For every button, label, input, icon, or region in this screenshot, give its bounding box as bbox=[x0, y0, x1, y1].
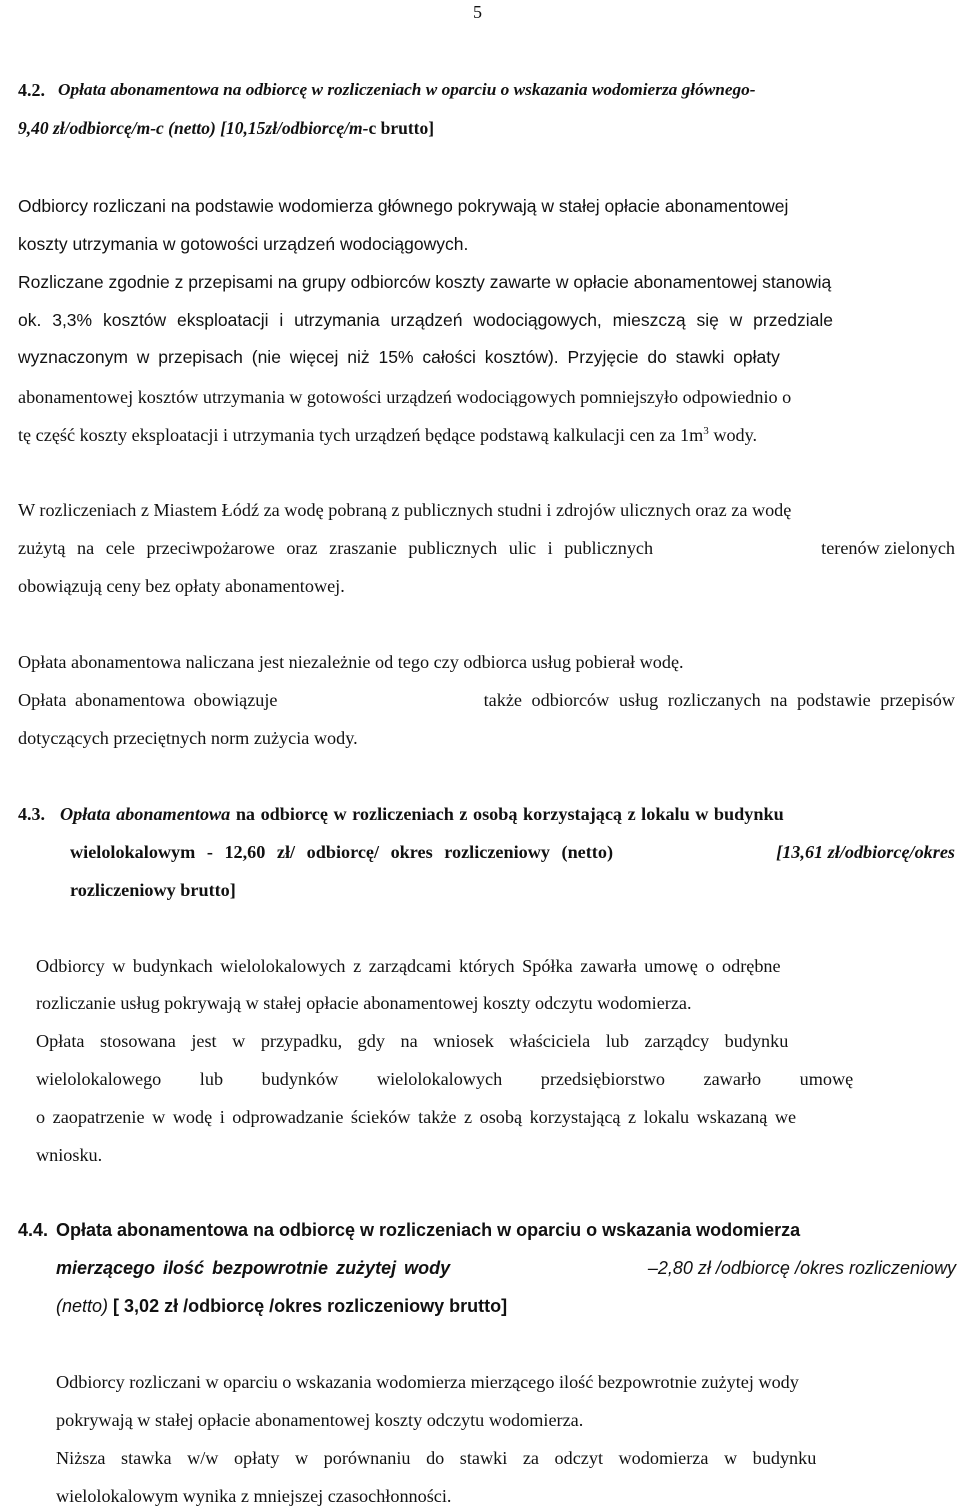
paragraph-line: Opłata stosowana jest w przypadku, gdy na wniosek właściciela lub zarządcy budynku bbox=[36, 1031, 789, 1051]
heading-text: na odbiorcę w rozliczeniach z osobą korzystającą z lokalu w budynku bbox=[235, 804, 784, 824]
heading-price-part: 9,40 zł/odbiorcę/m-c (netto) [10,15zł/odbiorcę/m- bbox=[18, 118, 369, 138]
section-heading-cont bbox=[56, 1258, 956, 1279]
paragraph-line: Niższa stawka w/w opłaty w porównaniu do stawki za odczyt wodomierza w budynku bbox=[56, 1448, 817, 1468]
paragraph-line: Opłata abonamentowa naliczana jest niezależnie od tego czy odbiorca usług pobierał wodę. bbox=[18, 652, 684, 672]
paragraph-line: ok. 3,3% kosztów eksploatacji i utrzymania urządzeń wodociągowych, mieszczą się w przedziale bbox=[18, 310, 833, 330]
paragraph-line: dotyczących przeciętnych norm zużycia wody. bbox=[18, 728, 358, 748]
text: Odbiorcy rozliczani na podstawie wodomierza głównego pokrywają w stałej opłacie abonamentowej bbox=[18, 196, 789, 216]
heading-price: wielolokalowym - 12,60 zł/ odbiorcę/ okres rozliczeniowy (netto) bbox=[70, 842, 614, 862]
text: Opłata abonamentowa obowiązuje bbox=[18, 690, 278, 710]
heading-price: –2,80 zł /odbiorcę /okres rozliczeniowy bbox=[647, 1258, 956, 1278]
paragraph-line: abonamentowej kosztów utrzymania w gotowości urządzeń wodociągowych pomniejszyło odpowiednio o bbox=[18, 387, 792, 407]
paragraph-line: obowiązują ceny bez opłaty abonamentowej. bbox=[18, 576, 345, 596]
heading-text: mierzącego ilość bezpowrotnie zużytej wody bbox=[56, 1258, 451, 1278]
heading-price-gross: [ 3,02 zł /odbiorcę /okres rozliczeniowy brutto] bbox=[113, 1296, 508, 1316]
text: wody. bbox=[713, 425, 758, 445]
text: tę część koszty eksploatacji i utrzymania tych urządzeń będące podstawą kalkulacji cen za 1m bbox=[18, 425, 704, 445]
section-number: 4.2. bbox=[18, 80, 45, 100]
section-number: 4.4. bbox=[18, 1220, 49, 1240]
paragraph-line: wniosku. bbox=[36, 1145, 103, 1165]
text: terenów zielonych bbox=[821, 538, 955, 558]
paragraph-line bbox=[18, 196, 955, 217]
heading-net: (netto) bbox=[56, 1296, 109, 1316]
paragraph-line: W rozliczeniach z Miastem Łódź za wodę pobraną z publicznych studni i zdrojów ulicznych oraz za wodę bbox=[18, 500, 792, 520]
paragraph-line: koszty utrzymania w gotowości urządzeń wodociągowych. bbox=[18, 234, 469, 254]
heading-price-gross: [13,61 zł/odbiorcę/okres bbox=[776, 842, 955, 862]
section-heading: Opłata abonamentowa na odbiorcę w rozliczeniach w oparciu o wskazania wodomierza bbox=[56, 1220, 801, 1240]
paragraph-line: Rozliczane zgodnie z przepisami na grupy odbiorców koszty zawarte w opłacie abonamentowej stanowią bbox=[18, 272, 832, 292]
text: zużytą na cele przeciwpożarowe oraz zraszanie publicznych ulic i publicznych bbox=[18, 538, 654, 558]
section-number: 4.3. bbox=[18, 804, 45, 824]
paragraph-line bbox=[18, 538, 955, 559]
page-number: 5 bbox=[473, 2, 482, 22]
superscript: 3 bbox=[703, 424, 709, 437]
paragraph-line: pokrywają w stałej opłacie abonamentowej koszty odczytu wodomierza. bbox=[56, 1410, 584, 1430]
paragraph-line: Odbiorcy w budynkach wielolokalowych z zarządcami których Spółka zawarła umowę o odrębne bbox=[36, 956, 781, 976]
section-heading bbox=[60, 804, 784, 825]
paragraph-line: wyznaczonym w przepisach (nie więcej niż 15% całości kosztów). Przyjęcie do stawki opłaty bbox=[18, 347, 780, 367]
section-heading-cont bbox=[18, 118, 434, 139]
paragraph-line bbox=[18, 690, 955, 711]
text: także odbiorców usług rozliczanych na podstawie przepisów bbox=[483, 690, 955, 710]
paragraph-line: wielolokalowym wynika z mniejszej czasochłonności. bbox=[56, 1486, 452, 1506]
section-heading: Opłata abonamentowa na odbiorcę w rozliczeniach w oparciu o wskazania wodomierza głównego- bbox=[58, 80, 756, 99]
paragraph-line: wielolokalowego lub budynków wielolokalowych przedsiębiorstwo zawarło umowę bbox=[36, 1069, 854, 1089]
paragraph-line: rozliczanie usług pokrywają w stałej opłacie abonamentowej koszty odczytu wodomierza. bbox=[36, 993, 692, 1013]
paragraph-line: Odbiorcy rozliczani w oparciu o wskazania wodomierza mierzącego ilość bezpowrotnie zużytej wody bbox=[56, 1372, 799, 1392]
paragraph-line: o zaopatrzenie w wodę i odprowadzanie ścieków także z osobą korzystającą z lokalu wskazaną we bbox=[36, 1107, 797, 1127]
section-heading-cont bbox=[56, 1296, 507, 1317]
section-heading-cont: rozliczeniowy brutto] bbox=[70, 880, 236, 900]
paragraph-line bbox=[18, 425, 757, 446]
heading-italic: Opłata abonamentowa bbox=[60, 804, 231, 824]
heading-price-suffix: c brutto] bbox=[368, 118, 435, 138]
section-heading-cont bbox=[70, 842, 955, 863]
